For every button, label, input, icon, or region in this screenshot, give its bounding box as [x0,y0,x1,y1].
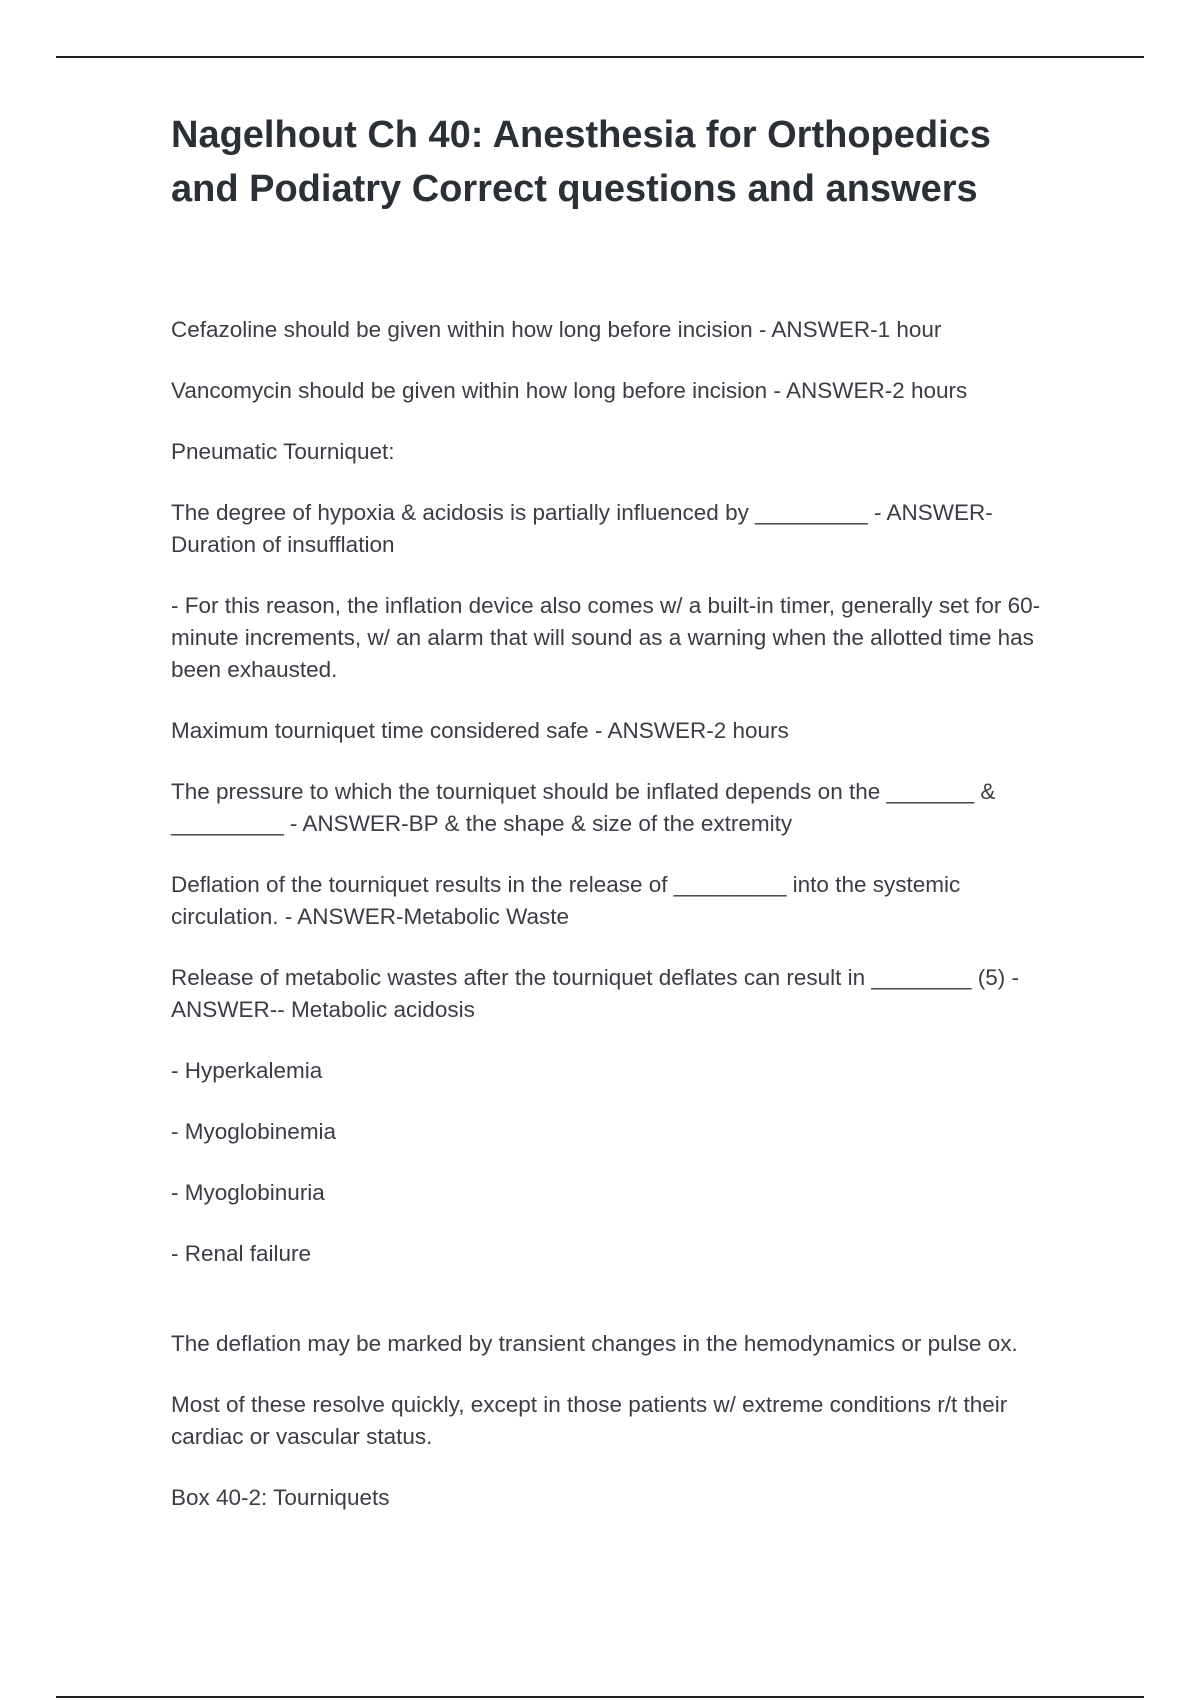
qa-cefazoline [171,314,1111,346]
text-line: Vancomycin should be given within how long before incision - ANSWER-2 hours [171,378,968,403]
text-line: Duration of insufflation [171,532,395,557]
text-line: Maximum tourniquet time considered safe - ANSWER-2 hours [171,718,789,743]
text-line: - Renal failure [171,1241,312,1266]
section-heading-pneumatic-tourniquet [171,436,1111,468]
document-body [171,314,1111,1543]
text-line: - Myoglobinuria [171,1180,325,1205]
text-line: Box 40-2: Tourniquets [171,1485,390,1510]
text-line: Cefazoline should be given within how long before incision - ANSWER-1 hour [171,317,942,342]
text-line: Release of metabolic wastes after the tourniquet deflates can result in ________ (5) - [171,965,1019,990]
note-resolve-quickly [171,1389,1111,1453]
bottom-rule [56,1696,1144,1698]
text-line: _________ - ANSWER-BP & the shape & size of the extremity [171,811,793,836]
top-rule [56,56,1144,58]
list-item [171,1238,1111,1270]
list-item [171,1055,1111,1087]
qa-vancomycin [171,375,1111,407]
qa-deflation-release [171,869,1111,933]
list-item [171,1116,1111,1148]
title-line: and Podiatry Correct questions and answers [171,168,978,210]
text-line: Deflation of the tourniquet results in the release of _________ into the systemic [171,872,961,897]
qa-max-tourniquet-time [171,715,1111,747]
note-inflation-timer [171,590,1111,686]
text-line: minute increments, w/ an alarm that will sound as a warning when the allotted time has [171,625,1034,650]
qa-inflation-pressure [171,776,1111,840]
text-line: been exhausted. [171,657,338,682]
text-line: - Hyperkalemia [171,1058,323,1083]
text-line: Pneumatic Tourniquet: [171,439,395,464]
text-line: - For this reason, the inflation device also comes w/ a built-in timer, generally set for 60- [171,593,1041,618]
text-line: cardiac or vascular status. [171,1424,433,1449]
text-line: circulation. - ANSWER-Metabolic Waste [171,904,570,929]
qa-hypoxia-acidosis [171,497,1111,561]
document-title [171,108,1111,216]
text-line: Most of these resolve quickly, except in those patients w/ extreme conditions r/t their [171,1392,1008,1417]
text-line: The pressure to which the tourniquet should be inflated depends on the _______ & [171,779,996,804]
box-heading [171,1482,1111,1514]
text-line: The deflation may be marked by transient changes in the hemodynamics or pulse ox. [171,1331,1018,1356]
title-line: Nagelhout Ch 40: Anesthesia for Orthopedics [171,114,991,156]
text-line: The degree of hypoxia & acidosis is partially influenced by _________ - ANSWER- [171,500,993,525]
text-line: - Myoglobinemia [171,1119,337,1144]
qa-metabolic-wastes [171,962,1111,1026]
list-item [171,1177,1111,1209]
text-line: ANSWER-- Metabolic acidosis [171,997,475,1022]
note-deflation-hemodynamics [171,1328,1111,1360]
